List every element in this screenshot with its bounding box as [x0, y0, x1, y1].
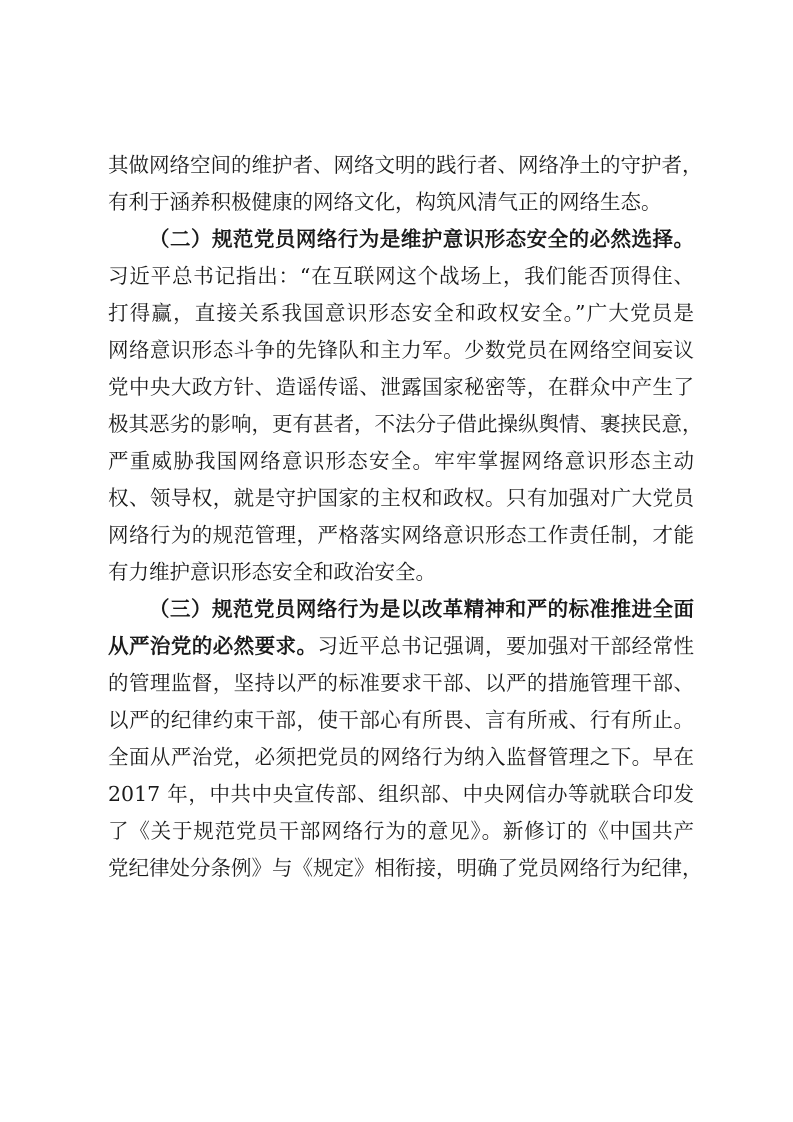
paragraph-line: 党中央大政方针、造谣传谣、泄露国家秘密等，在群众中产生了: [108, 375, 694, 399]
section-heading-three-continued: 从严治党的必然要求。: [108, 634, 318, 658]
section-heading-three: （三）规范党员网络行为是以改革精神和严的标准推进全面: [149, 597, 694, 621]
paragraph-line: 党纪律处分条例》与《规定》相衔接，明确了党员网络行为纪律，: [108, 856, 703, 880]
paragraph-line: 有力维护意识形态安全和政治安全。: [108, 560, 436, 584]
paragraph-line: 2017 年，中共中央宣传部、组织部、中央网信办等就联合印发: [108, 782, 694, 806]
paragraph-line: 以严的纪律约束干部，使干部心有所畏、言有所戒、行有所止。: [108, 708, 694, 732]
paragraph-line: 了《关于规范党员干部网络行为的意见》。新修订的《中国共产: [108, 819, 694, 843]
section-heading-two: （二）规范党员网络行为是维护意识形态安全的必然选择。: [149, 227, 694, 251]
paragraph-line-continued: 习近平总书记强调，要加强对干部经常性: [317, 634, 695, 658]
paragraph-line: 全面从严治党，必须把党员的网络行为纳入监督管理之下。早在: [108, 745, 694, 769]
paragraph-line: 有利于涵养积极健康的网络文化，构筑风清气正的网络生态。: [108, 190, 662, 214]
paragraph-line: 网络意识形态斗争的先锋队和主力军。少数党员在网络空间妄议: [108, 338, 694, 362]
paragraph-line: 极其恶劣的影响，更有甚者，不法分子借此操纵舆情、裹挟民意，: [108, 412, 703, 436]
paragraph-line: 打得赢，直接关系我国意识形态安全和政权安全。”广大党员是: [108, 301, 694, 325]
paragraph-line: 严重威胁我国网络意识形态安全。牢牢掌握网络意识形态主动: [108, 449, 694, 473]
paragraph-line: 习近平总书记指出：“在互联网这个战场上，我们能否顶得住、: [108, 264, 694, 288]
body-text: [108, 147, 703, 887]
mixed-line: [108, 628, 694, 665]
paragraph-line: 其做网络空间的维护者、网络文明的践行者、网络净土的守护者，: [108, 153, 703, 177]
paragraph-line: 的管理监督，坚持以严的标准要求干部、以严的措施管理干部、: [108, 671, 694, 695]
paragraph-line: 网络行为的规范管理，严格落实网络意识形态工作责任制，才能: [108, 523, 694, 547]
paragraph-line: 权、领导权，就是守护国家的主权和政权。只有加强对广大党员: [108, 486, 694, 510]
